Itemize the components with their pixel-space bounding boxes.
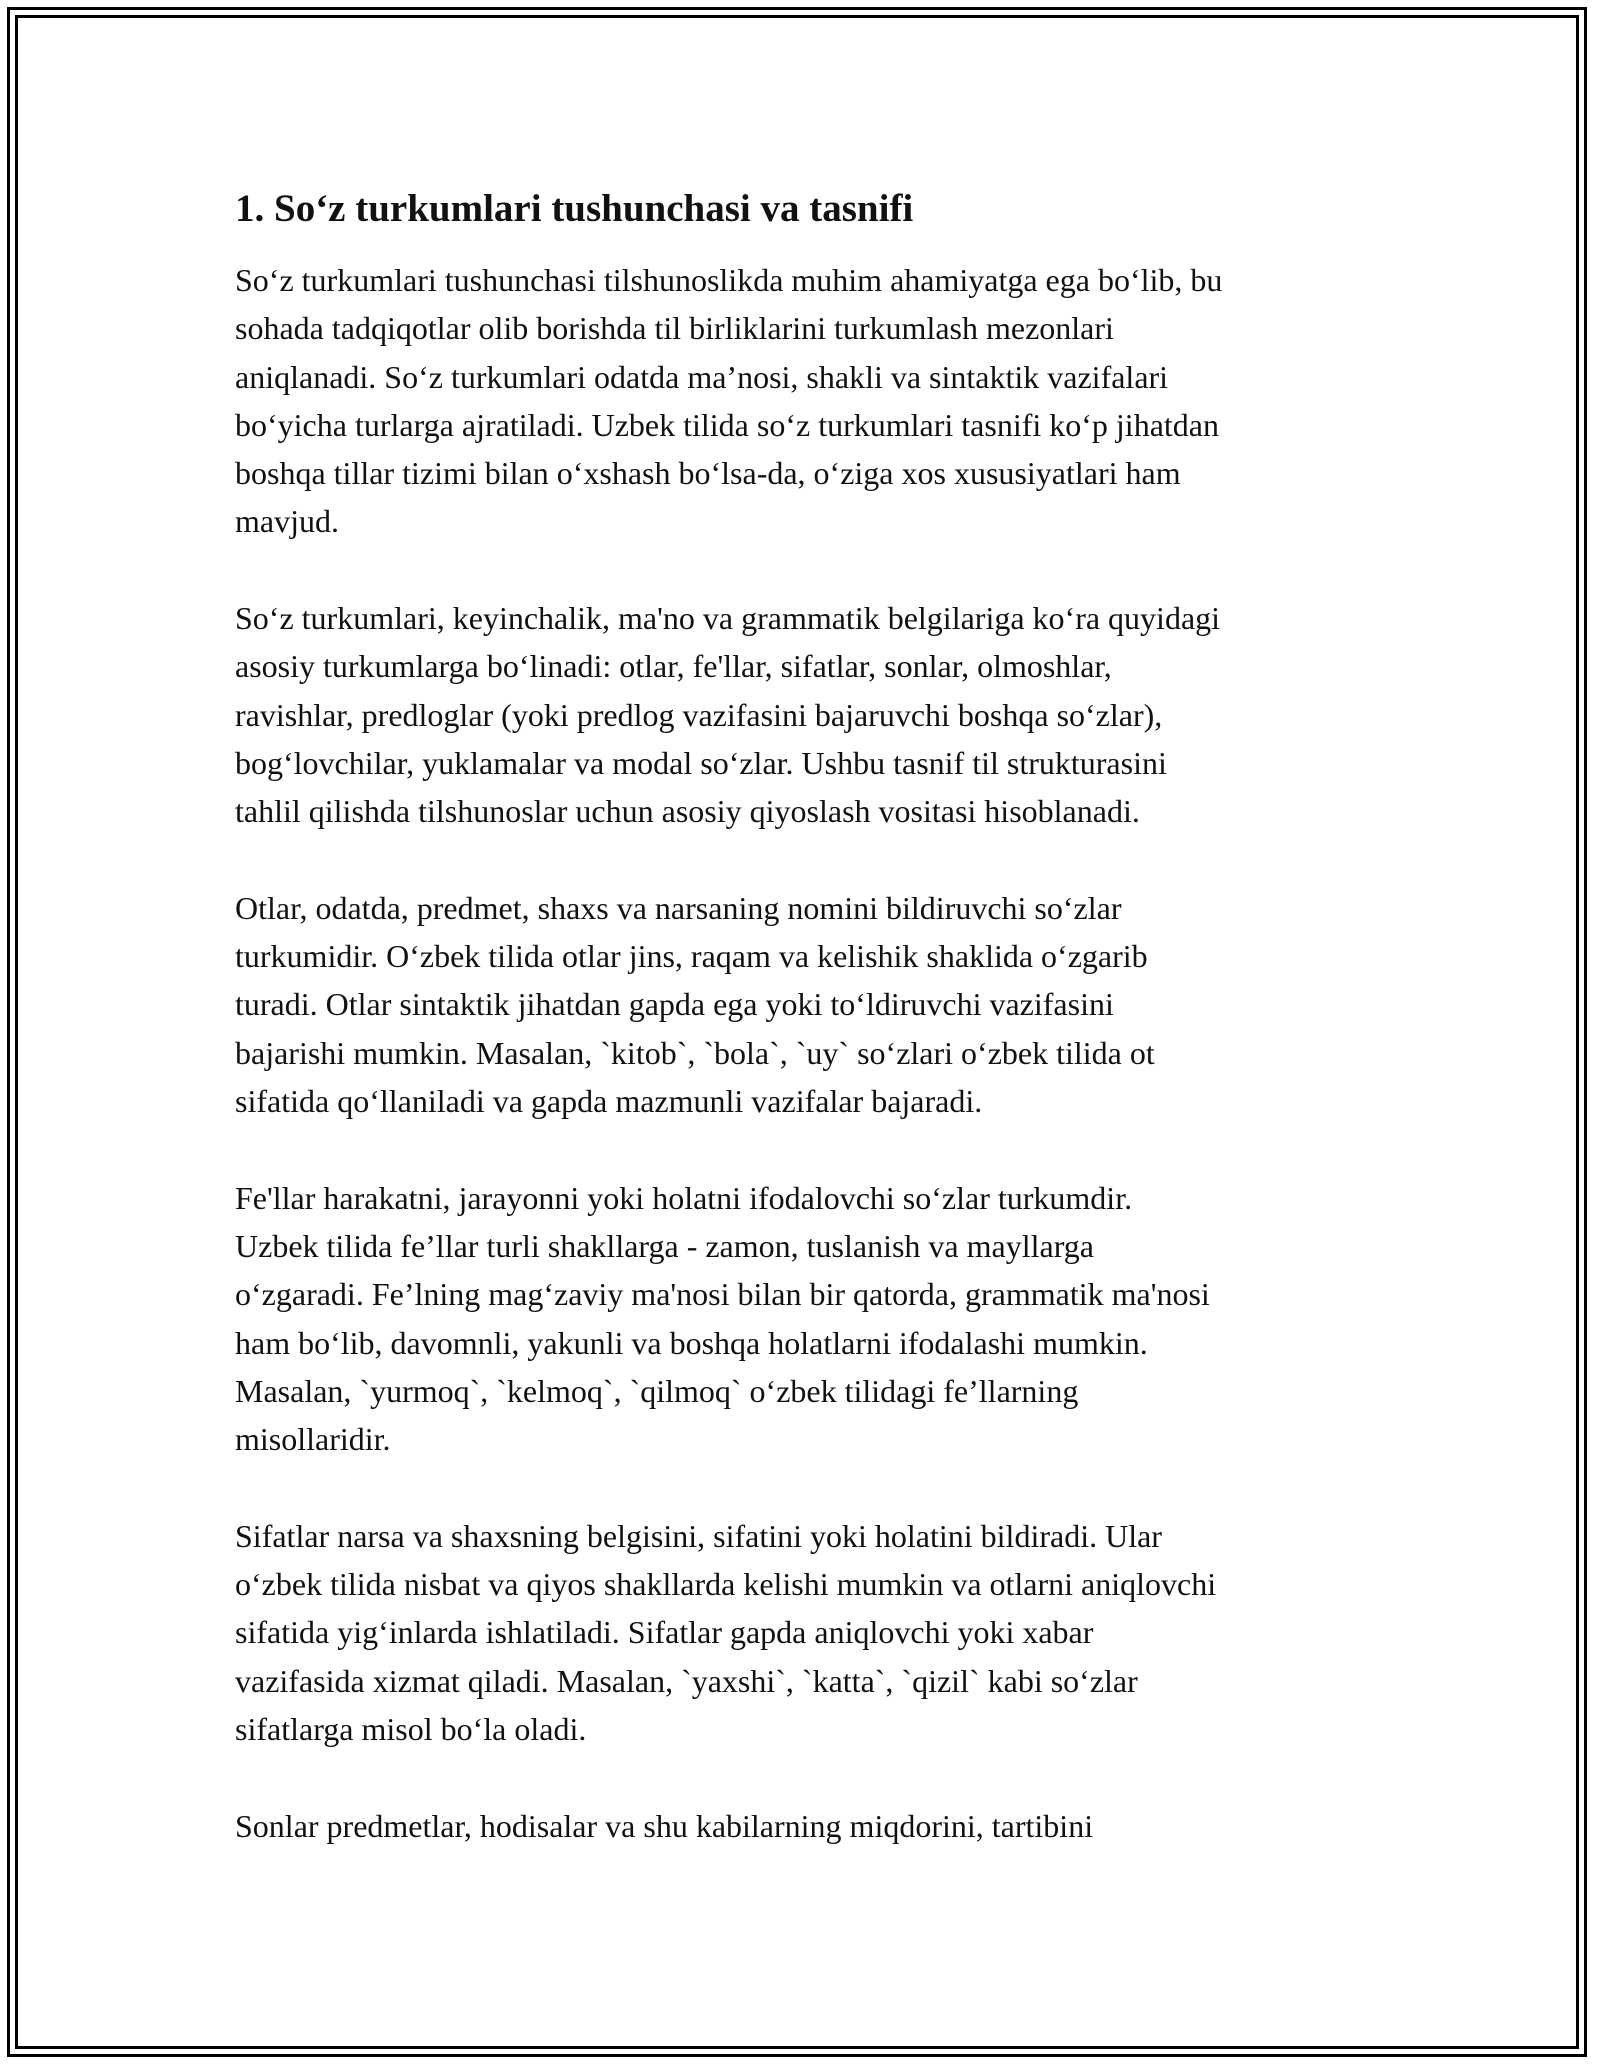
paragraph-line: o‘zbek tilida nisbat va qiyos shakllarda kelishi mumkin va otlarni aniqlovchi (235, 1566, 1217, 1603)
paragraph-line: vazifasida xizmat qiladi. Masalan, `yaxshi`, `katta`, `qizil` kabi so‘zlar (235, 1662, 1138, 1699)
paragraph-line: bajarishi mumkin. Masalan, `kitob`, `bola`, `uy` so‘zlari o‘zbek tilida ot (235, 1034, 1155, 1071)
paragraph-line: bog‘lovchilar, yuklamalar va modal so‘zlar. Ushbu tasnif til strukturasini (235, 744, 1167, 781)
paragraph-line: turkumidir. O‘zbek tilida otlar jins, raqam va kelishik shaklida o‘zgarib (235, 938, 1148, 975)
paragraph-line: Masalan, `yurmoq`, `kelmoq`, `qilmoq` o‘zbek tilidagi fe’llarning (235, 1372, 1079, 1409)
paragraph-line: tahlil qilishda tilshunoslar uchun asosiy qiyoslash vositasi hisoblanadi. (235, 793, 1140, 830)
paragraph (235, 1802, 1385, 1850)
paragraph-line: sifatida yig‘inlarda ishlatiladi. Sifatlar gapda aniqlovchi yoki xabar (235, 1614, 1094, 1651)
paragraph-line: misollaridir. (235, 1421, 391, 1458)
paragraph-line: turadi. Otlar sintaktik jihatdan gapda ega yoki to‘ldiruvchi vazifasini (235, 986, 1114, 1023)
section-heading: 1. So‘z turkumlari tushunchasi va tasnifi (235, 187, 914, 230)
paragraph-line: ravishlar, predloglar (yoki predlog vazifasini bajaruvchi boshqa so‘zlar), (235, 696, 1163, 733)
paragraph-line: aniqlanadi. So‘z turkumlari odatda ma’nosi, shakli va sintaktik vazifalari (235, 358, 1169, 395)
paragraph (235, 256, 1385, 546)
paragraph-line: asosiy turkumlarga bo‘linadi: otlar, fe'llar, sifatlar, sonlar, olmoshlar, (235, 648, 1112, 685)
paragraph-line: boshqa tillar tizimi bilan o‘xshash bo‘lsa-da, o‘ziga xos xususiyatlari ham (235, 455, 1181, 492)
paragraph (235, 1512, 1385, 1753)
paragraph (235, 1174, 1385, 1464)
paragraph-line: So‘z turkumlari, keyinchalik, ma'no va grammatik belgilariga ko‘ra quyidagi (235, 600, 1221, 637)
paragraph-line: sifatida qo‘llaniladi va gapda mazmunli vazifalar bajaradi. (235, 1083, 983, 1120)
document-body (235, 185, 1385, 1898)
paragraph-line: o‘zgaradi. Fe’lning mag‘zaviy ma'nosi bilan bir qatorda, grammatik ma'nosi (235, 1276, 1210, 1313)
paragraph-line: Fe'llar harakatni, jarayonni yoki holatni ifodalovchi so‘zlar turkumdir. (235, 1179, 1133, 1216)
paragraph-line: sohada tadqiqotlar olib borishda til birliklarini turkumlash mezonlari (235, 310, 1114, 347)
paragraph (235, 884, 1385, 1125)
paragraph-line: Sonlar predmetlar, hodisalar va shu kabilarning miqdorini, tartibini (235, 1807, 1094, 1844)
paragraph-line: ham bo‘lib, davomnli, yakunli va boshqa holatlarni ifodalashi mumkin. (235, 1324, 1148, 1361)
paragraph-list (235, 256, 1385, 1850)
paragraph-line: sifatlarga misol bo‘la oladi. (235, 1710, 587, 1747)
paragraph-line: So‘z turkumlari tushunchasi tilshunoslikda muhim ahamiyatga ega bo‘lib, bu (235, 262, 1223, 298)
paragraph-line: bo‘yicha turlarga ajratiladi. Uzbek tilida so‘z turkumlari tasnifi ko‘p jihatdan (235, 406, 1219, 443)
paragraph (235, 594, 1385, 835)
paragraph-line: mavjud. (235, 503, 339, 540)
paragraph-line: Sifatlar narsa va shaxsning belgisini, sifatini yoki holatini bildiradi. Ular (235, 1517, 1162, 1554)
paragraph-line: Otlar, odatda, predmet, shaxs va narsaning nomini bildiruvchi so‘zlar (235, 889, 1122, 926)
paragraph-line: Uzbek tilida fe’llar turli shakllarga - zamon, tuslanish va mayllarga (235, 1227, 1094, 1264)
